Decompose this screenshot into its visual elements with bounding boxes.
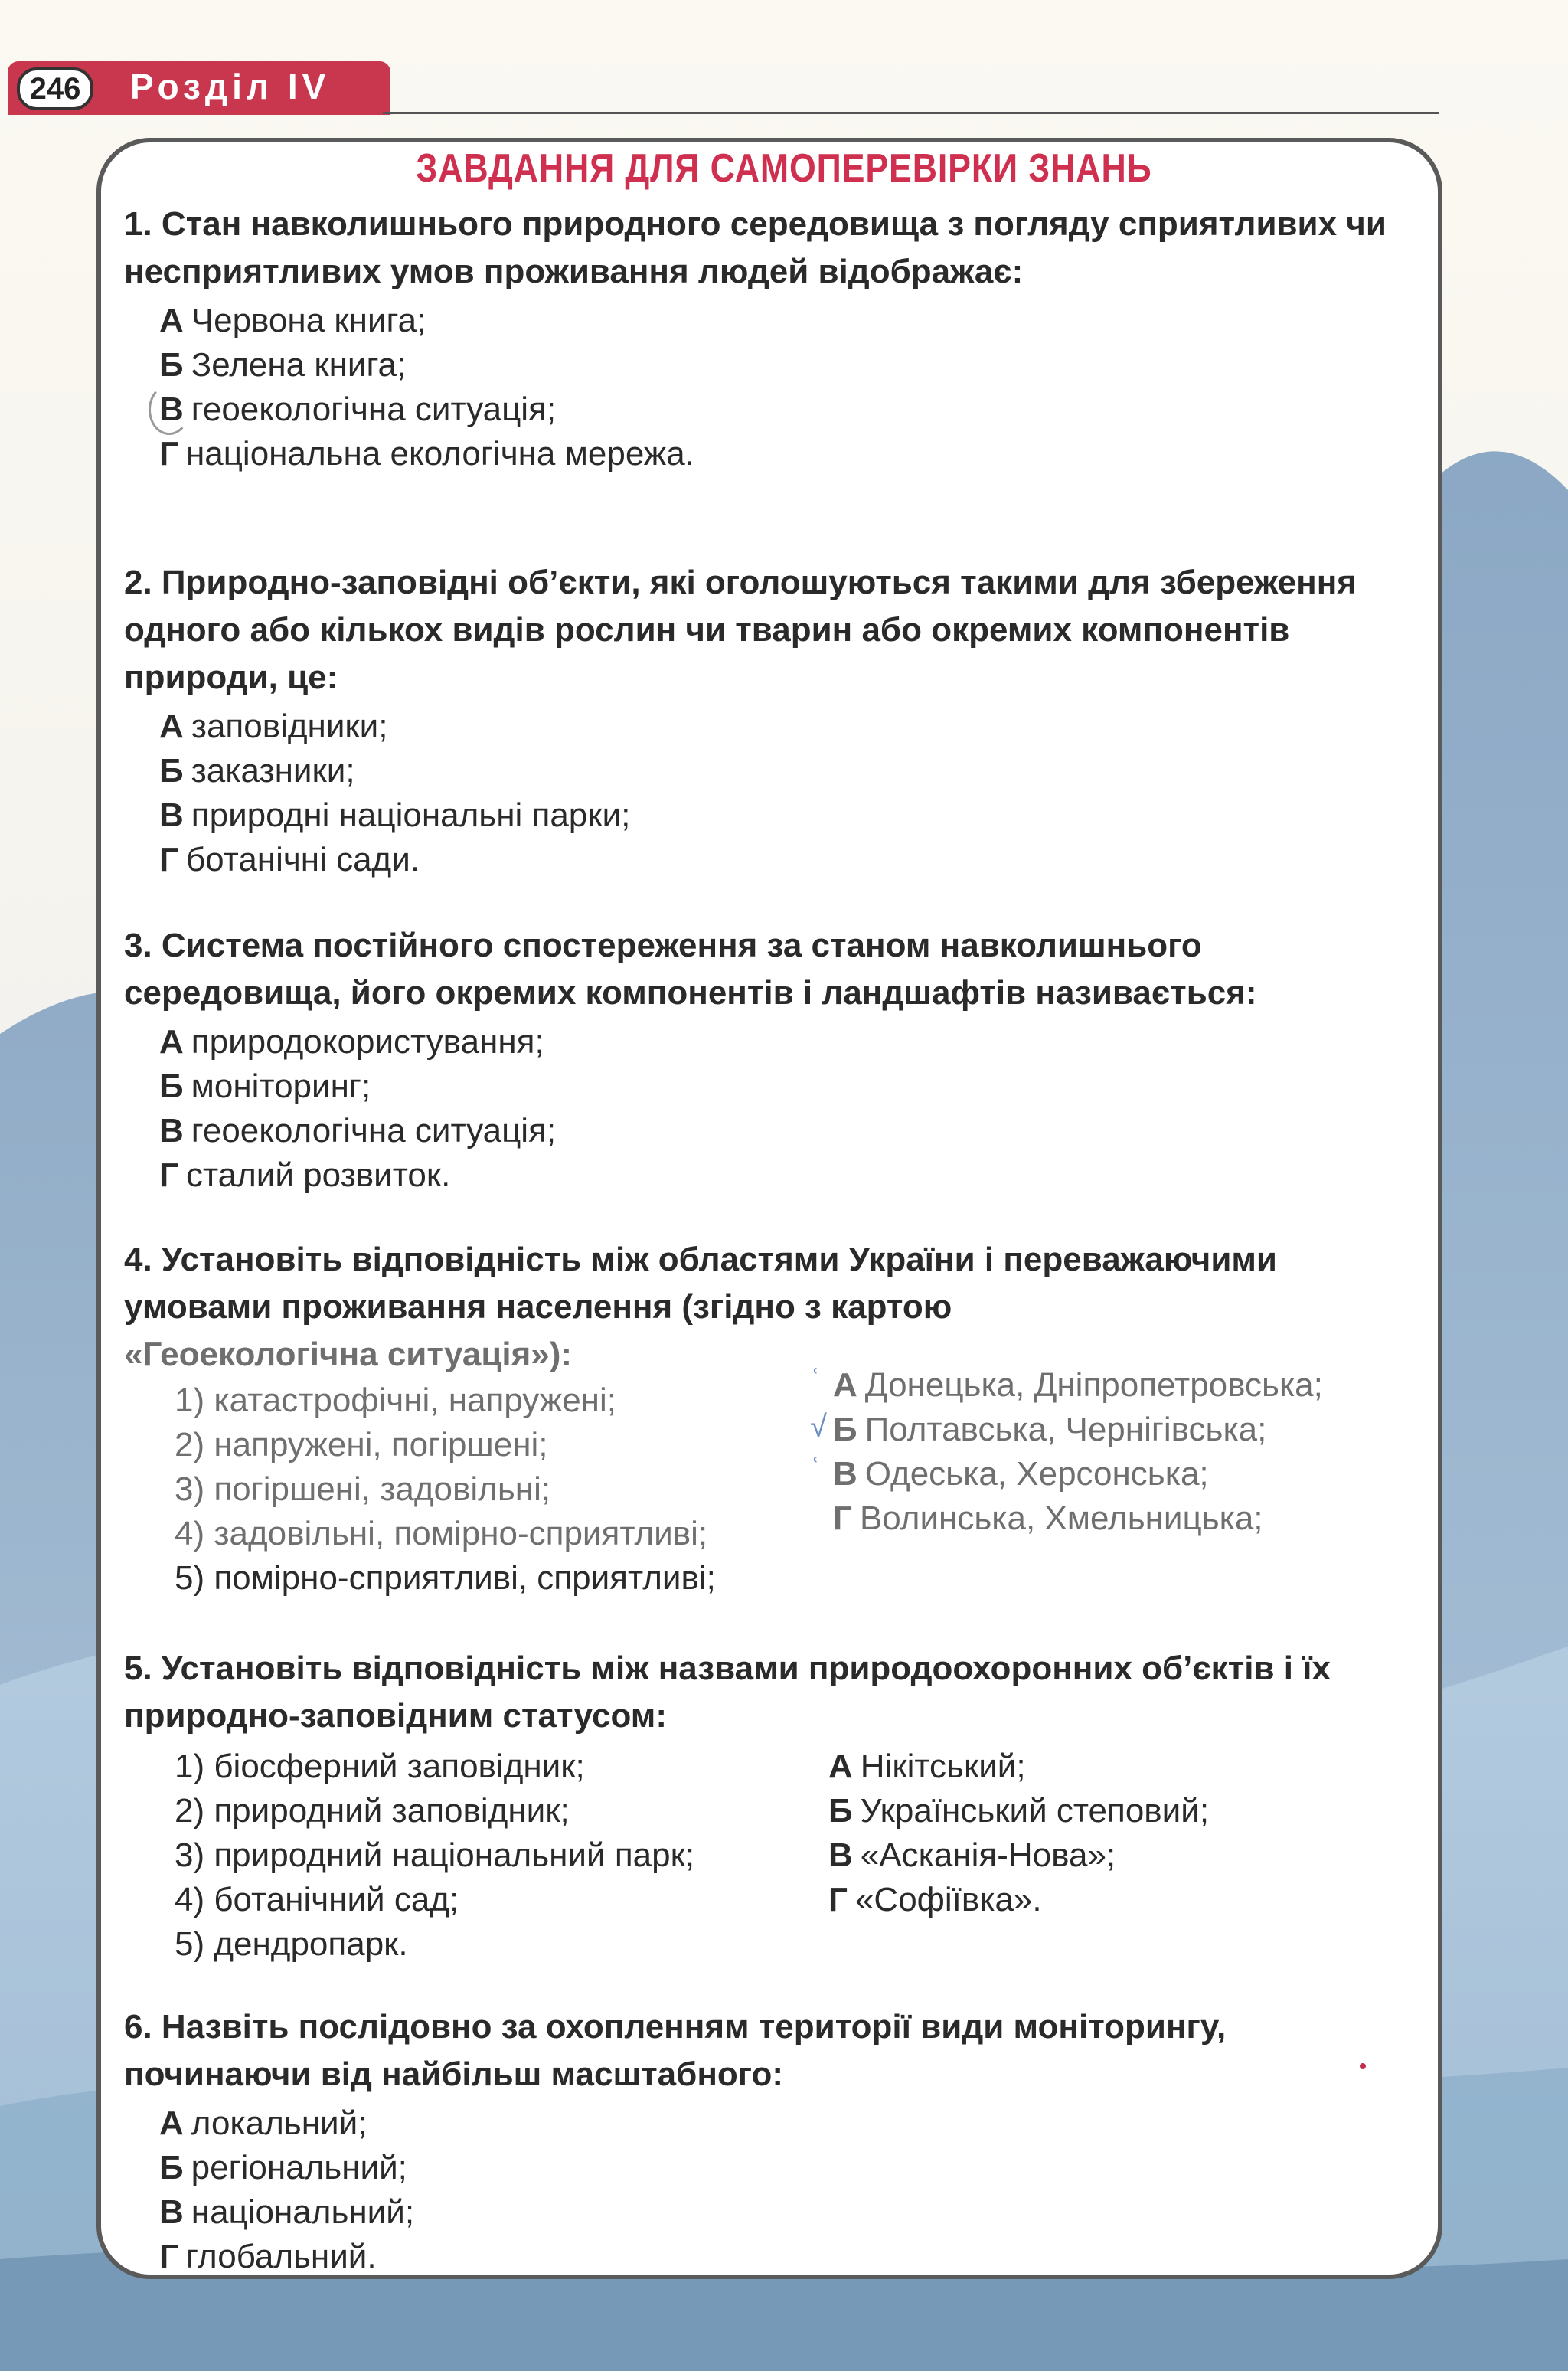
option-text: моніторинг; <box>191 1068 371 1105</box>
option-b <box>159 1064 1426 1109</box>
question-1 <box>124 201 1426 476</box>
question-2 <box>124 559 1426 882</box>
option-letter: В <box>159 2193 184 2231</box>
page-header <box>0 51 1568 119</box>
condition-2: 2) напружені, погіршені; <box>175 1426 548 1463</box>
question-2-options <box>159 705 1426 882</box>
option-d <box>159 2235 1426 2279</box>
question-5-matching <box>124 1745 1426 1974</box>
option-c <box>159 2190 1426 2235</box>
option-text: геоекологічна ситуація; <box>191 1112 557 1150</box>
option-letter: В <box>159 391 184 428</box>
status-c <box>828 1833 1209 1878</box>
option-text: «Софіївка». <box>854 1881 1042 1918</box>
option-letter: В <box>159 796 184 834</box>
question-4-main-text: 4. Установіть відповідність між областями України і переважаючими умовами проживання населення (згідно з картою <box>124 1241 1277 1326</box>
option-letter: Б <box>828 1792 853 1830</box>
option-a <box>159 1020 1426 1064</box>
option-letter: А <box>159 1023 184 1061</box>
option-text: національна екологічна мережа. <box>185 435 694 473</box>
option-c <box>159 1109 1426 1153</box>
option-b <box>159 2146 1426 2190</box>
question-4-regions <box>810 1363 1323 1541</box>
option-text: регіональний; <box>191 2149 407 2186</box>
option-text: природокористування; <box>191 1023 544 1061</box>
option-letter: Б <box>833 1411 858 1448</box>
question-3-text: 3. Система постійного спостереження за станом навколишнього середовища, його окремих компонентів і ландшафтів називається: <box>124 927 1257 1012</box>
option-text: геоекологічна ситуація; <box>191 391 557 428</box>
object-2: 2) природний заповідник; <box>175 1792 570 1830</box>
object-1: 1) біосферний заповідник; <box>175 1748 585 1785</box>
option-letter: Б <box>159 752 184 790</box>
option-letter: Г <box>833 1499 852 1537</box>
question-4 <box>124 1236 1426 1597</box>
region-b <box>810 1408 1323 1452</box>
card-title: ЗАВДАННЯ ДЛЯ САМОПЕРЕВІРКИ ЗНАНЬ <box>416 146 1152 191</box>
question-6 <box>124 2003 1426 2279</box>
option-text: сталий розвиток. <box>185 1156 451 1194</box>
option-letter: Г <box>159 1156 178 1194</box>
status-a <box>828 1745 1209 1789</box>
option-d <box>159 432 1426 476</box>
option-text: Донецька, Дніпропетровська; <box>864 1366 1323 1404</box>
option-letter: Г <box>159 435 178 473</box>
question-5-text: 5. Установіть відповідність між назвами природоохоронних об’єктів і їх природно-заповідним статусом: <box>124 1650 1331 1735</box>
option-text: національний; <box>191 2193 415 2231</box>
question-1-text: 1. Стан навколишнього природного середовища з погляду сприятливих чи несприятливих умов проживання людей відображає: <box>124 205 1387 290</box>
object-4: 4) ботанічний сад; <box>175 1881 459 1918</box>
question-2-text: 2. Природно-заповідні об’єкти, які оголошуються такими для збереження одного або кількох видів рослин чи тварин або окремих компонентів природи, це: <box>124 564 1357 696</box>
option-d <box>159 838 1426 882</box>
option-letter: Г <box>159 841 178 878</box>
option-letter: А <box>828 1748 853 1785</box>
option-b <box>159 343 1426 388</box>
region-d <box>833 1496 1323 1541</box>
option-letter: Б <box>159 2149 184 2186</box>
question-6-text: 6. Назвіть послідовно за охопленням території види моніторингу, починаючи від найбільш масштабного: <box>124 2008 1227 2093</box>
question-5-statuses <box>828 1745 1209 1922</box>
option-text: заказники; <box>191 752 355 790</box>
header-rule <box>383 112 1439 114</box>
option-text: глобальний. <box>185 2238 377 2275</box>
condition-5: 5) помірно-сприятливі, сприятливі; <box>175 1559 716 1597</box>
object-3: 3) природний національний парк; <box>175 1836 695 1874</box>
option-text: ботанічні сади. <box>185 841 420 878</box>
ink-dot <box>1360 2063 1366 2069</box>
option-d <box>159 1153 1426 1198</box>
option-text: природні національні парки; <box>191 796 631 834</box>
question-5-objects <box>175 1745 694 1967</box>
option-c <box>159 388 1426 432</box>
option-c <box>159 793 1426 838</box>
question-3 <box>124 922 1426 1198</box>
option-text: Одеська, Херсонська; <box>864 1455 1209 1493</box>
option-a <box>159 299 1426 343</box>
pencil-tick-icon: ʿ <box>810 1453 821 1486</box>
question-4-faded-text: «Геоекологічна ситуація»): <box>124 1336 573 1373</box>
option-letter: А <box>833 1366 858 1404</box>
question-5 <box>124 1645 1426 1974</box>
option-letter: В <box>833 1455 858 1493</box>
option-a <box>159 2101 1426 2146</box>
option-a <box>159 705 1426 749</box>
option-text: «Асканія-Нова»; <box>860 1836 1116 1874</box>
section-title: Розділ IV <box>130 67 331 106</box>
option-text: Український степовий; <box>860 1792 1210 1830</box>
question-4-matching <box>124 1333 1426 1597</box>
question-3-options <box>159 1020 1426 1198</box>
option-letter: А <box>159 708 184 745</box>
option-letter: В <box>828 1836 853 1874</box>
pencil-check-icon: √ <box>810 1410 827 1444</box>
option-letter: Б <box>159 346 184 384</box>
question-1-options <box>159 299 1426 476</box>
option-text: Полтавська, Чернігівська; <box>864 1411 1267 1448</box>
condition-3: 3) погіршені, задовільні; <box>175 1470 551 1508</box>
option-text: Червона книга; <box>191 302 426 339</box>
option-text: заповідники; <box>191 708 388 745</box>
option-text: Волинська, Хмельницька; <box>859 1499 1263 1537</box>
object-5: 5) дендропарк. <box>175 1925 408 1963</box>
option-letter: А <box>159 302 184 339</box>
option-letter: Г <box>828 1881 848 1918</box>
option-b <box>159 749 1426 793</box>
condition-4: 4) задовільні, помірно-сприятливі; <box>175 1515 708 1552</box>
option-letter: Б <box>159 1068 184 1105</box>
status-b <box>828 1789 1209 1833</box>
status-d <box>828 1878 1209 1922</box>
question-4-conditions <box>175 1378 716 1601</box>
condition-1: 1) катастрофічні, напружені; <box>175 1382 616 1419</box>
page-number: 246 <box>17 67 93 110</box>
question-6-options <box>159 2101 1426 2279</box>
region-c <box>810 1452 1323 1496</box>
region-a <box>810 1363 1323 1408</box>
option-letter: А <box>159 2104 184 2142</box>
option-letter: В <box>159 1112 184 1150</box>
option-letter: Г <box>159 2238 178 2275</box>
option-text: Нікітський; <box>860 1748 1026 1785</box>
pencil-tick-icon: ʿ <box>810 1364 821 1398</box>
option-text: Зелена книга; <box>191 346 407 384</box>
pencil-circle-mark <box>149 384 190 435</box>
option-text: локальний; <box>191 2104 368 2142</box>
